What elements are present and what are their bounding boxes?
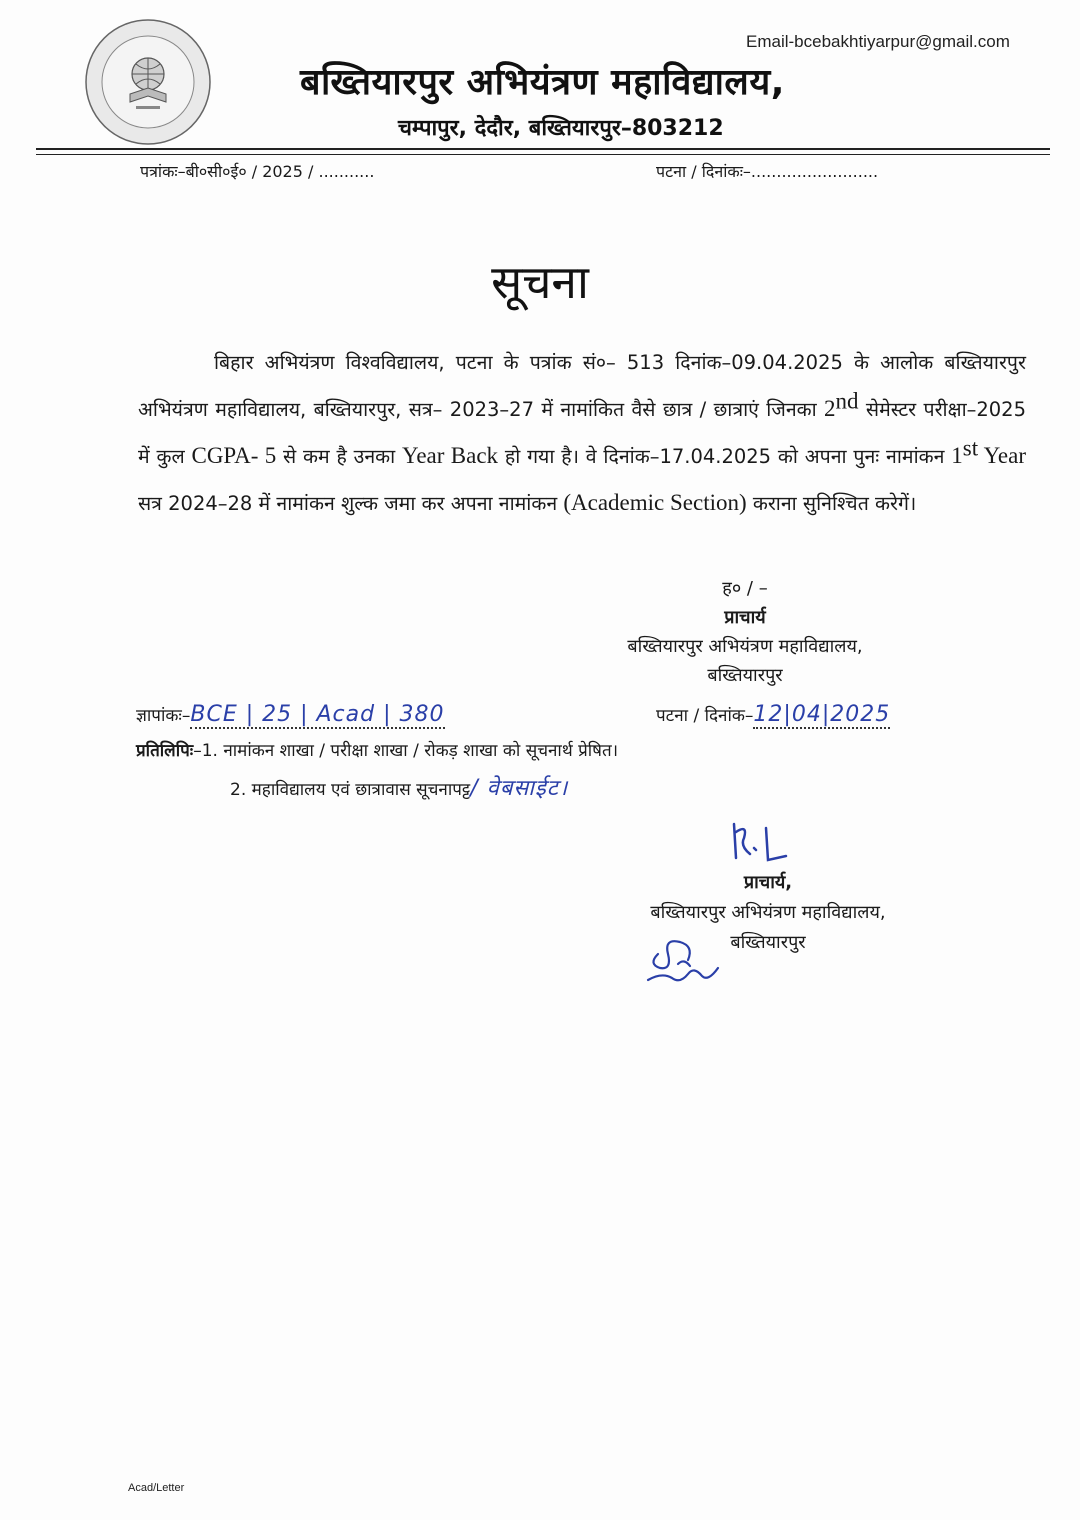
- notice-body: [138, 340, 1026, 527]
- principal-place: बख्तियारपुर: [707, 665, 783, 686]
- principal-designation: प्राचार्य: [724, 607, 766, 628]
- copy-item-2-handwritten: / वेबसाईट।: [470, 776, 569, 801]
- principal2-designation: प्राचार्य,: [743, 872, 793, 893]
- copy-item-2: [230, 772, 568, 802]
- place-date: पटना / दिनांकः–.........................: [656, 162, 879, 181]
- year-back-text: Year Back: [402, 443, 499, 468]
- principal-signature: [628, 924, 738, 994]
- body-text-4: हो गया है। वे दिनांक–17.04.2025 को अपना पुनः नामांकन: [498, 445, 952, 468]
- header-rule-thick: [36, 148, 1050, 150]
- memo-date-line: [656, 702, 890, 727]
- memo-label: ज्ञापांकः–: [136, 706, 191, 726]
- body-text-5: सत्र 2024–28 में नामांकन शुल्क जमा कर अपना नामांकन: [138, 492, 564, 515]
- sd-mark: ह० / –: [722, 578, 768, 599]
- cgpa-text: CGPA- 5: [191, 443, 277, 468]
- first-year-suffix: st: [962, 435, 979, 461]
- semester-number: 2: [824, 396, 836, 421]
- body-text-3: से कम है उनका: [276, 445, 403, 468]
- memo-number-line: [136, 702, 445, 727]
- college-seal-logo: [84, 18, 212, 146]
- footer-code: Acad/Letter: [128, 1482, 185, 1494]
- memo-date-label: पटना / दिनांक–: [656, 706, 754, 726]
- signature-block-1: [560, 574, 930, 690]
- college-name: बख्तियारपुर अभियंत्रण महाविद्यालय,: [300, 62, 785, 103]
- copy-label: प्रतिलिपिः: [136, 741, 194, 761]
- academic-section-text: (Academic Section): [563, 490, 747, 515]
- body-text-6: कराना सुनिश्चित करेगें।: [746, 492, 917, 515]
- copy-item-1-text: –1. नामांकन शाखा / परीक्षा शाखा / रोकड़ शाखा को सूचनार्थ प्रेषित।: [193, 741, 619, 761]
- memo-handwritten-date: 12|04|2025: [753, 702, 891, 727]
- principal-college: बख्तियारपुर अभियंत्रण महाविद्यालय,: [627, 636, 863, 657]
- first-year-number: 1: [951, 443, 963, 468]
- copy-item-1: [136, 738, 618, 761]
- handwritten-initials: [726, 818, 796, 866]
- year-word: Year: [978, 443, 1026, 468]
- notice-title: सूचना: [491, 255, 589, 309]
- principal2-place: बख्तियारपुर: [730, 932, 806, 953]
- memo-handwritten-number: BCE | 25 | Acad | 380: [190, 702, 445, 727]
- college-address: चम्पापुर, देदौर, बख्तियारपुर–803212: [398, 116, 724, 141]
- body-text-1: बिहार अभियंत्रण विश्वविद्यालय, पटना के पत्रांक सं०– 513 दिनांक–09.04.2025 के आलोक बख्तियारपुर अभियंत्रण महाविद्यालय, बख्तियारपुर, सत्र– 2023–27 में नामांकित वैसे छात्र / छात्राएं जिनका: [138, 351, 1026, 421]
- principal2-college: बख्तियारपुर अभियंत्रण महाविद्यालय,: [650, 902, 886, 923]
- semester-suffix: nd: [835, 388, 859, 414]
- reference-number: पत्रांकः–बी०सी०ई० / 2025 / ...........: [140, 162, 375, 181]
- copy-item-2-text: 2. महाविद्यालय एवं छात्रावास सूचनापट्ट: [230, 780, 471, 800]
- email-address: Email-bcebakhtiyarpur@gmail.com: [746, 32, 1010, 51]
- body-text-2: सेमेस्टर परीक्षा–2025 में कुल: [138, 398, 1026, 468]
- header-rule-thin: [36, 154, 1050, 155]
